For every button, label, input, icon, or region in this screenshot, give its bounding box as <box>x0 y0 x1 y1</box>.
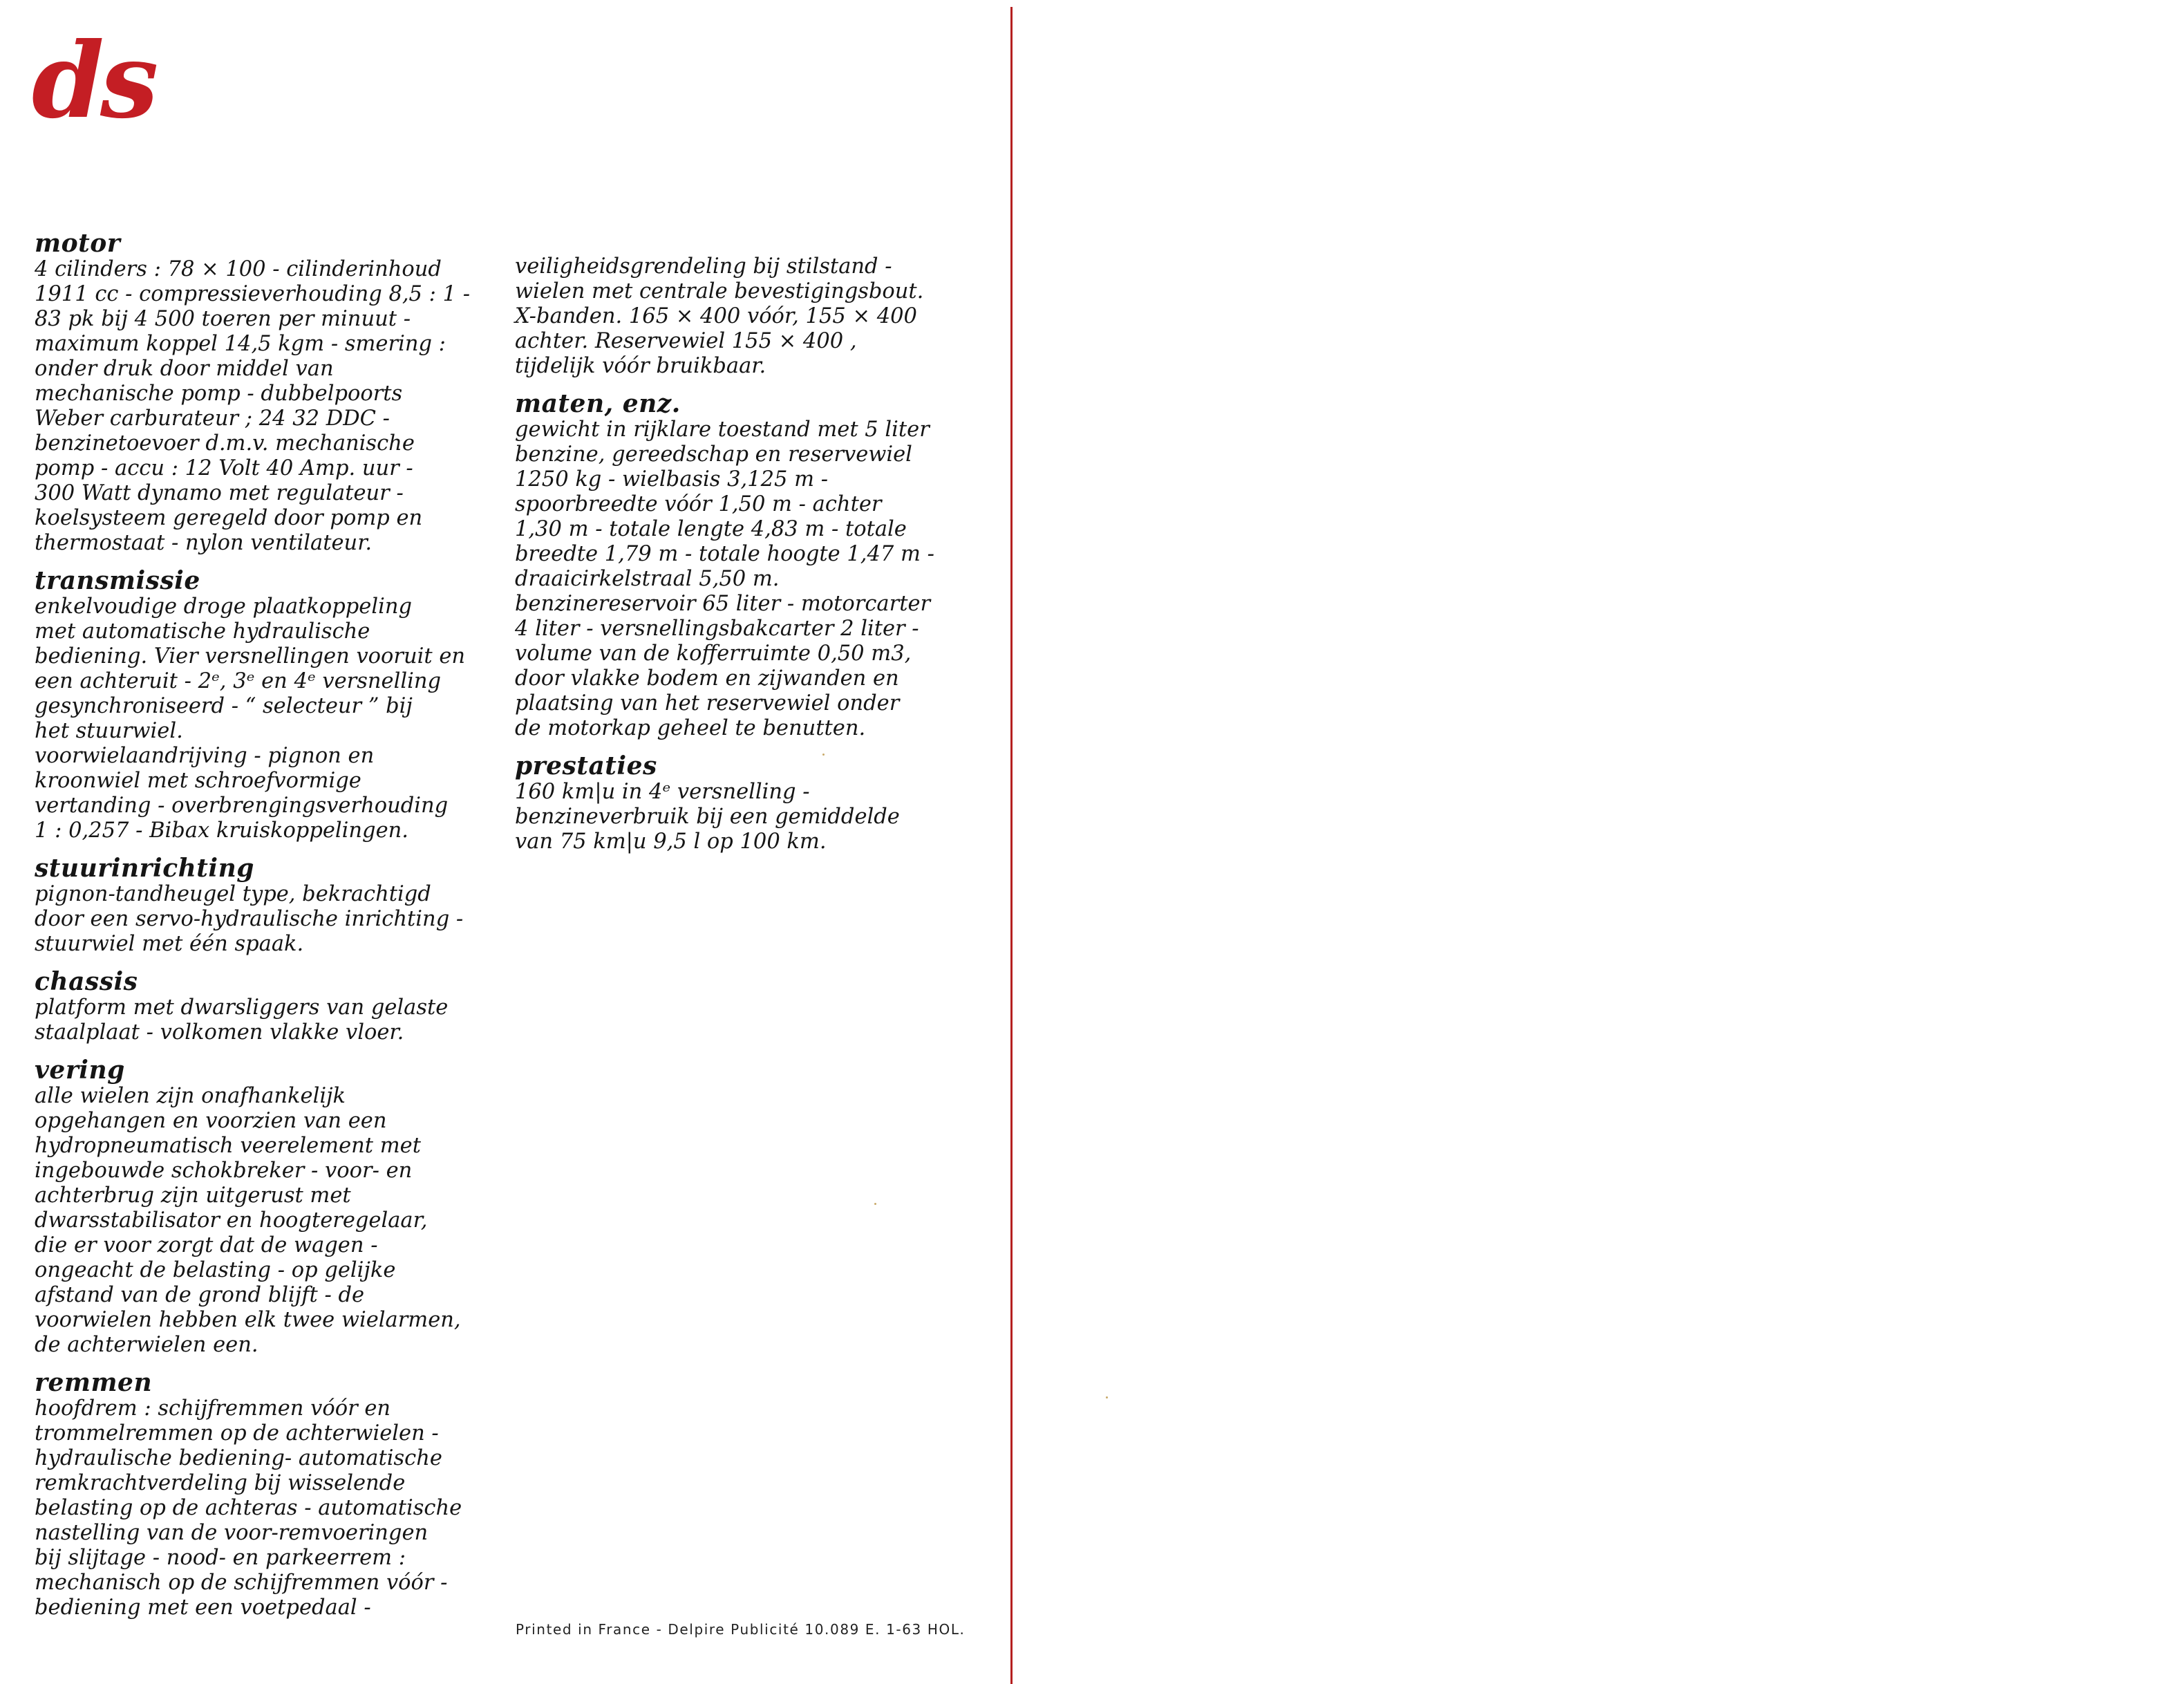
section-transmissie <box>35 567 505 843</box>
section-text: gewicht in rijklare toestand met 5 liter benzine, gereedschap en reservewiel 1250 kg - wielbasis 3,125 m - spoorbreedte vóór 1,50 m - achter 1,30 m - totale lengte 4,83 m - totale breedte 1,79 m - totale hoogte 1,47 m - draaicirkelstraal 5,50 m. benzinereservoir 65 liter - motorcarter 4 liter - versnellingsbakcarter 2 liter - volume van de kofferruimte 0,50 m3, door vlakke bodem en zijwanden en plaatsing van het reservewiel onder de motorkap geheel te benutten. <box>515 418 934 740</box>
section-text: alle wielen zijn onafhankelijk opgehangen en voorzien van een hydropneumatisch veerelement met ingebouwde schokbreker - voor- en achterbrug zijn uitgerust met dwarsstabilisator en hoogteregelaar, die er voor zorgt dat de wagen - ongeacht de belasting - op gelijke afstand van de grond blijft - de voorwielen hebben elk twee wielarmen, de achterwielen een. <box>35 1084 461 1357</box>
paper-speck <box>874 1203 876 1205</box>
section-remmen-continued <box>515 254 985 379</box>
section-heading: chassis <box>35 967 138 996</box>
page-fold-divider <box>1010 7 1013 1684</box>
section-text: hoofdrem : schijfremmen vóór en trommelremmen op de achterwielen - hydraulische bediening- automatische remkrachtverdeling bij wisselende belasting op de achteras - automatische nastelling van de voor-remvoeringen bij slijtage - nood- en parkeerrem : mechanisch op de schijfremmen vóór - bediening met een voetpedaal - <box>35 1396 462 1620</box>
section-text: 160 km|u in 4ᵉ versnelling - benzineverbruik bij een gemiddelde van 75 km|u 9,5 l op 100 km. <box>515 780 900 854</box>
section-text: pignon-tandheugel type, bekrachtigd door een servo-hydraulische inrichting - stuurwiel met één spaak. <box>35 882 464 956</box>
section-prestaties <box>515 752 985 854</box>
section-vering <box>35 1056 505 1358</box>
ds-logo: ds <box>32 20 155 142</box>
section-text: platform met dwarsliggers van gelaste staalplaat - volkomen vlakke vloer. <box>35 995 449 1045</box>
section-heading: motor <box>35 229 121 258</box>
section-text: enkelvoudige droge plaatkoppeling met automatische hydraulische bediening. Vier versnellingen vooruit en een achteruit - 2ᵉ, 3ᵉ en 4ᵉ versnelling gesynchroniseerd - “ selecteur ” bij het stuurwiel. voorwielaandrijving - pignon en kroonwiel met schroefvormige vertanding - overbrengingsverhouding 1 : 0,257 - Bibax kruiskoppelingen. <box>35 595 466 843</box>
section-chassis <box>35 968 505 1045</box>
section-text: veiligheidsgrendeling bij stilstand - wielen met centrale bevestigingsbout. X-banden. 165 × 400 vóór, 155 × 400 achter. Reservewiel 155 × 400 , tijdelijk vóór bruikbaar. <box>515 254 924 378</box>
spec-column-right <box>515 254 985 866</box>
section-maten <box>515 390 985 741</box>
section-heading: remmen <box>35 1368 153 1397</box>
section-heading: vering <box>35 1056 125 1085</box>
section-heading: stuurinrichting <box>35 854 254 883</box>
section-heading: transmissie <box>35 566 200 595</box>
printer-imprint: Printed in France - Delpire Publicité 10.089 E. 1-63 HOL. <box>516 1621 966 1638</box>
section-heading: maten, enz. <box>515 389 681 418</box>
section-motor <box>35 230 505 556</box>
section-text: 4 cilinders : 78 × 100 - cilinderinhoud 1911 cc - compressieverhouding 8,5 : 1 - 83 pk bij 4 500 toeren per minuut - maximum koppel 14,5 kgm - smering : onder druk door middel van mechanische pomp - dubbelpoorts Weber carburateur ; 24 32 DDC - benzinetoevoer d.m.v. mechanische pomp - accu : 12 Volt 40 Amp. uur - 300 Watt dynamo met regulateur - koelsysteem geregeld door pomp en thermostaat - nylon ventilateur. <box>35 257 471 555</box>
paper-speck <box>822 754 825 756</box>
paper-speck <box>1106 1396 1108 1398</box>
section-stuurinrichting <box>35 854 505 957</box>
spec-column-left <box>35 230 505 1631</box>
section-remmen <box>35 1369 505 1620</box>
section-heading: prestaties <box>515 751 657 780</box>
